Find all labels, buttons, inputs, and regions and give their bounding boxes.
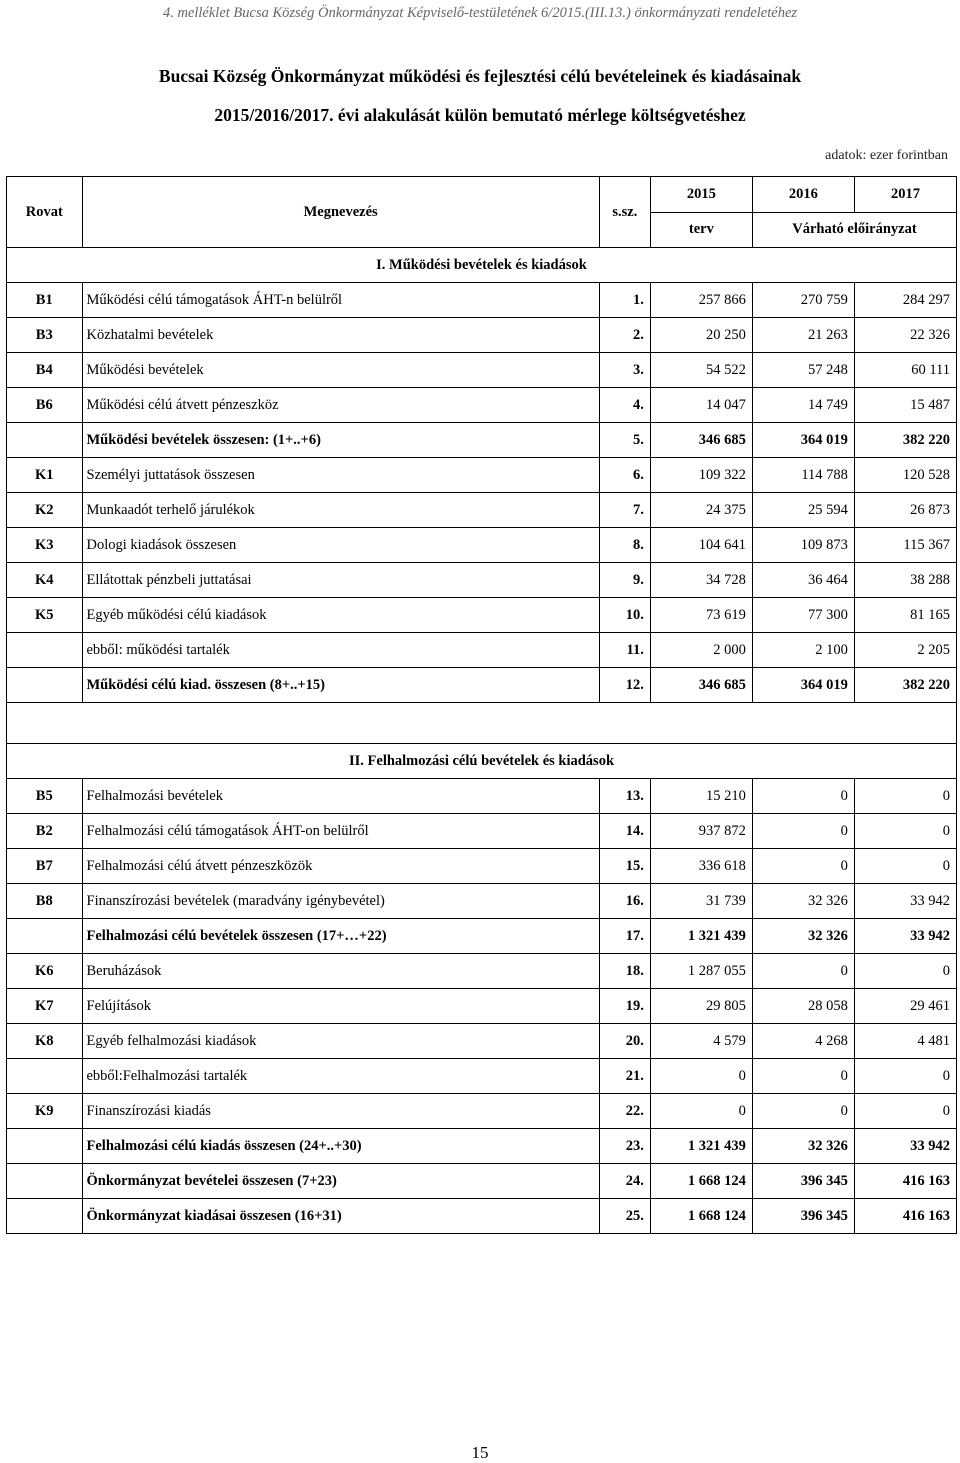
row-value-2016: 2 100 (752, 633, 854, 668)
table-row (7, 1129, 957, 1164)
row-value-2016: 270 759 (752, 283, 854, 318)
row-value-2016: 36 464 (752, 563, 854, 598)
row-value-2015: 29 805 (650, 989, 752, 1024)
section-1-title: I. Működési bevételek és kiadások (7, 248, 957, 283)
row-ssz: 11. (599, 633, 650, 668)
page-number: 15 (471, 1443, 489, 1462)
row-code: K7 (7, 989, 83, 1024)
row-value-2017: 60 111 (854, 353, 956, 388)
row-ssz: 20. (599, 1024, 650, 1059)
row-value-2016: 109 873 (752, 528, 854, 563)
row-code: K3 (7, 528, 83, 563)
row-ssz: 22. (599, 1094, 650, 1129)
row-name: Ellátottak pénzbeli juttatásai (82, 563, 599, 598)
row-code (7, 633, 83, 668)
row-code: K2 (7, 493, 83, 528)
row-value-2017: 26 873 (854, 493, 956, 528)
row-ssz: 1. (599, 283, 650, 318)
row-name: Egyéb felhalmozási kiadások (82, 1024, 599, 1059)
row-value-2016: 32 326 (752, 919, 854, 954)
row-code: K5 (7, 598, 83, 633)
row-value-2017: 2 205 (854, 633, 956, 668)
row-code: B8 (7, 884, 83, 919)
row-value-2015: 1 668 124 (650, 1199, 752, 1234)
section-2-title: II. Felhalmozási célú bevételek és kiadások (7, 744, 957, 779)
title-line-1: Bucsai Község Önkormányzat működési és fejlesztési célú bevételeinek és kiadásainak (158, 66, 802, 86)
row-name: Felhalmozási célú átvett pénzeszközök (82, 849, 599, 884)
row-value-2016: 364 019 (752, 423, 854, 458)
table-row (7, 989, 957, 1024)
row-value-2015: 104 641 (650, 528, 752, 563)
row-ssz: 8. (599, 528, 650, 563)
table-row (7, 919, 957, 954)
row-name: Működési bevételek összesen: (1+..+6) (82, 423, 599, 458)
row-value-2016: 364 019 (752, 668, 854, 703)
row-value-2015: 346 685 (650, 668, 752, 703)
row-code: B1 (7, 283, 83, 318)
row-value-2017: 416 163 (854, 1164, 956, 1199)
table-row (7, 1094, 957, 1129)
row-code: K1 (7, 458, 83, 493)
spacer-cell (7, 703, 957, 744)
row-name: Felhalmozási célú kiadás összesen (24+..+30) (82, 1129, 599, 1164)
row-name: Munkaadót terhelő járulékok (82, 493, 599, 528)
row-value-2017: 382 220 (854, 423, 956, 458)
row-value-2016: 25 594 (752, 493, 854, 528)
col-rovat: Rovat (7, 177, 83, 248)
title-line-2: 2015/2016/2017. évi alakulását külön bemutató mérlege költségvetéshez (214, 105, 746, 125)
row-value-2015: 20 250 (650, 318, 752, 353)
col-2017: 2017 (854, 177, 956, 213)
row-name: Önkormányzat bevételei összesen (7+23) (82, 1164, 599, 1199)
col-ssz: s.sz. (599, 177, 650, 248)
row-value-2017: 0 (854, 1094, 956, 1129)
row-code (7, 1129, 83, 1164)
row-value-2015: 1 287 055 (650, 954, 752, 989)
row-value-2015: 14 047 (650, 388, 752, 423)
row-value-2016: 0 (752, 849, 854, 884)
row-value-2017: 15 487 (854, 388, 956, 423)
col-2015: 2015 (650, 177, 752, 213)
row-value-2015: 1 321 439 (650, 1129, 752, 1164)
row-name: Működési bevételek (82, 353, 599, 388)
row-code (7, 1199, 83, 1234)
row-value-2016: 32 326 (752, 1129, 854, 1164)
row-value-2016: 0 (752, 954, 854, 989)
row-value-2015: 73 619 (650, 598, 752, 633)
row-value-2016: 396 345 (752, 1199, 854, 1234)
row-value-2015: 31 739 (650, 884, 752, 919)
row-code: B4 (7, 353, 83, 388)
section-2-row (7, 744, 957, 779)
row-code (7, 1059, 83, 1094)
table-row (7, 318, 957, 353)
row-name: Egyéb működési célú kiadások (82, 598, 599, 633)
row-name: Önkormányzat kiadásai összesen (16+31) (82, 1199, 599, 1234)
table-row (7, 388, 957, 423)
row-name: Beruházások (82, 954, 599, 989)
row-name: Működési célú átvett pénzeszköz (82, 388, 599, 423)
row-name: Finanszírozási bevételek (maradvány igénybevétel) (82, 884, 599, 919)
row-code (7, 668, 83, 703)
row-value-2016: 0 (752, 1094, 854, 1129)
row-value-2015: 54 522 (650, 353, 752, 388)
row-name: Személyi juttatások összesen (82, 458, 599, 493)
row-value-2017: 0 (854, 1059, 956, 1094)
row-value-2017: 120 528 (854, 458, 956, 493)
row-value-2015: 109 322 (650, 458, 752, 493)
table-row (7, 779, 957, 814)
row-code (7, 423, 83, 458)
row-code: B6 (7, 388, 83, 423)
row-value-2015: 34 728 (650, 563, 752, 598)
row-value-2016: 32 326 (752, 884, 854, 919)
row-value-2015: 257 866 (650, 283, 752, 318)
row-code: B3 (7, 318, 83, 353)
row-ssz: 15. (599, 849, 650, 884)
row-ssz: 6. (599, 458, 650, 493)
row-ssz: 5. (599, 423, 650, 458)
row-value-2017: 22 326 (854, 318, 956, 353)
row-value-2017: 284 297 (854, 283, 956, 318)
row-name: Közhatalmi bevételek (82, 318, 599, 353)
col-2016: 2016 (752, 177, 854, 213)
col-vart: Várható előirányzat (752, 212, 956, 248)
row-value-2017: 4 481 (854, 1024, 956, 1059)
row-value-2015: 0 (650, 1094, 752, 1129)
row-value-2017: 0 (854, 779, 956, 814)
section-1-row (7, 248, 957, 283)
table-row (7, 528, 957, 563)
row-value-2017: 0 (854, 954, 956, 989)
row-value-2017: 81 165 (854, 598, 956, 633)
table-row (7, 563, 957, 598)
row-name: Felhalmozási bevételek (82, 779, 599, 814)
row-ssz: 14. (599, 814, 650, 849)
table-row (7, 884, 957, 919)
table-row (7, 458, 957, 493)
row-value-2015: 937 872 (650, 814, 752, 849)
row-ssz: 10. (599, 598, 650, 633)
table-row (7, 1164, 957, 1199)
row-ssz: 3. (599, 353, 650, 388)
row-name: ebből: működési tartalék (82, 633, 599, 668)
row-value-2016: 4 268 (752, 1024, 854, 1059)
row-ssz: 17. (599, 919, 650, 954)
table-row (7, 668, 957, 703)
row-ssz: 24. (599, 1164, 650, 1199)
row-value-2016: 396 345 (752, 1164, 854, 1199)
row-ssz: 19. (599, 989, 650, 1024)
row-value-2016: 14 749 (752, 388, 854, 423)
row-ssz: 9. (599, 563, 650, 598)
row-ssz: 4. (599, 388, 650, 423)
col-terv: terv (650, 212, 752, 248)
row-ssz: 18. (599, 954, 650, 989)
row-value-2015: 0 (650, 1059, 752, 1094)
row-name: Felhalmozási célú bevételek összesen (17+…+22) (82, 919, 599, 954)
row-value-2015: 2 000 (650, 633, 752, 668)
row-value-2016: 57 248 (752, 353, 854, 388)
row-code: K6 (7, 954, 83, 989)
row-value-2015: 24 375 (650, 493, 752, 528)
table-row (7, 633, 957, 668)
row-value-2015: 1 668 124 (650, 1164, 752, 1199)
table-row (7, 283, 957, 318)
row-value-2016: 114 788 (752, 458, 854, 493)
row-value-2017: 0 (854, 814, 956, 849)
row-code (7, 1164, 83, 1199)
row-code: K9 (7, 1094, 83, 1129)
table-row (7, 353, 957, 388)
row-value-2016: 28 058 (752, 989, 854, 1024)
row-value-2016: 0 (752, 1059, 854, 1094)
row-ssz: 25. (599, 1199, 650, 1234)
row-value-2017: 416 163 (854, 1199, 956, 1234)
row-value-2017: 33 942 (854, 884, 956, 919)
row-value-2016: 0 (752, 814, 854, 849)
row-ssz: 23. (599, 1129, 650, 1164)
row-name: Felhalmozási célú támogatások ÁHT-on belülről (82, 814, 599, 849)
table-row (7, 814, 957, 849)
table-row (7, 423, 957, 458)
row-ssz: 16. (599, 884, 650, 919)
spacer-row (7, 703, 957, 744)
header-note: 4. melléklet Bucsa Község Önkormányzat Képviselő-testületének 6/2015.(III.13.) önkormányzati rendeletéhez (162, 5, 798, 21)
table-row (7, 1059, 957, 1094)
row-code: B2 (7, 814, 83, 849)
row-value-2017: 29 461 (854, 989, 956, 1024)
row-value-2017: 38 288 (854, 563, 956, 598)
table-row (7, 493, 957, 528)
row-value-2015: 15 210 (650, 779, 752, 814)
row-ssz: 21. (599, 1059, 650, 1094)
row-value-2017: 115 367 (854, 528, 956, 563)
table-row (7, 598, 957, 633)
row-name: Működési célú támogatások ÁHT-n belülről (82, 283, 599, 318)
row-name: Felújítások (82, 989, 599, 1024)
row-name: ebből:Felhalmozási tartalék (82, 1059, 599, 1094)
row-name: Működési célú kiad. összesen (8+..+15) (82, 668, 599, 703)
header-row (7, 177, 957, 213)
unit-note: adatok: ezer forintban (825, 148, 948, 163)
row-value-2017: 382 220 (854, 668, 956, 703)
row-value-2015: 346 685 (650, 423, 752, 458)
row-code: K4 (7, 563, 83, 598)
row-value-2016: 0 (752, 779, 854, 814)
col-megnevezes: Megnevezés (82, 177, 599, 248)
row-value-2016: 21 263 (752, 318, 854, 353)
table-row (7, 954, 957, 989)
row-code: B5 (7, 779, 83, 814)
table-row (7, 1024, 957, 1059)
row-name: Dologi kiadások összesen (82, 528, 599, 563)
row-ssz: 12. (599, 668, 650, 703)
table-row (7, 849, 957, 884)
row-value-2017: 0 (854, 849, 956, 884)
row-value-2015: 4 579 (650, 1024, 752, 1059)
row-code (7, 919, 83, 954)
row-value-2017: 33 942 (854, 1129, 956, 1164)
row-code: K8 (7, 1024, 83, 1059)
row-value-2017: 33 942 (854, 919, 956, 954)
row-ssz: 2. (599, 318, 650, 353)
row-value-2015: 1 321 439 (650, 919, 752, 954)
row-ssz: 7. (599, 493, 650, 528)
row-value-2015: 336 618 (650, 849, 752, 884)
budget-table (6, 176, 957, 1234)
row-ssz: 13. (599, 779, 650, 814)
row-name: Finanszírozási kiadás (82, 1094, 599, 1129)
row-value-2016: 77 300 (752, 598, 854, 633)
row-code: B7 (7, 849, 83, 884)
table-row (7, 1199, 957, 1234)
